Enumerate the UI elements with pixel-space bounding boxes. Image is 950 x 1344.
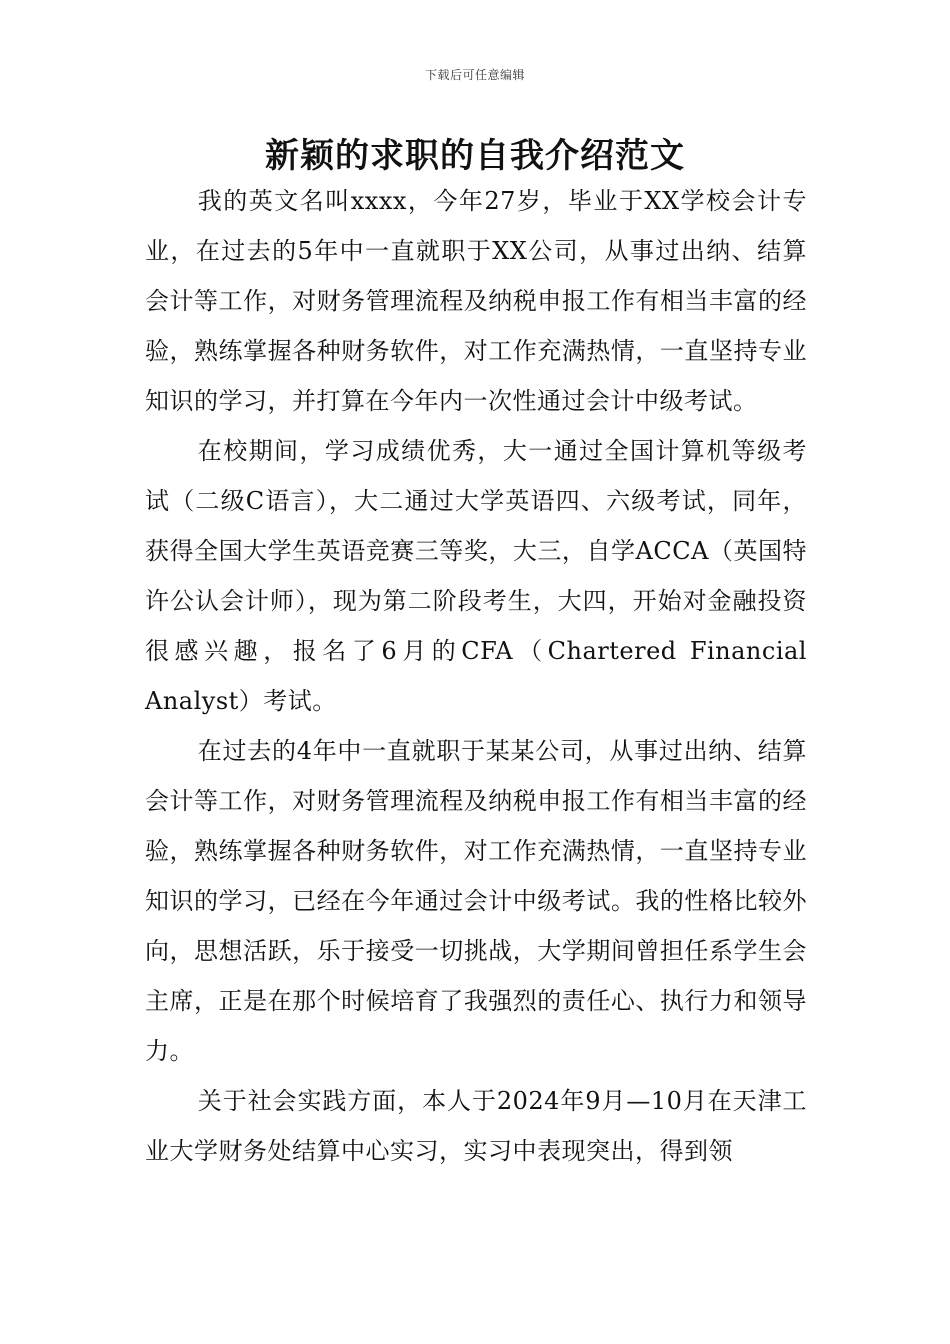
paragraph-education: 在校期间，学习成绩优秀，大一通过全国计算机等级考试（二级C语言），大二通过大学英语四、六级考试，同年，获得全国大学生英语竞赛三等奖，大三，自学ACCA（英国特许公认会计师），现为第二阶段考生，大四，开始对金融投资很感兴趣，报名了6月的CFA（Chartered Financial Analyst）考试。	[145, 437, 807, 715]
header-note: 下载后可任意编辑	[424, 68, 525, 82]
paragraph-social-practice: 关于社会实践方面，本人于2024年9月—10月在天津工业大学财务处结算中心实习，实习中表现突出，得到领	[145, 1087, 807, 1165]
paragraph-work-experience: 在过去的4年中一直就职于某某公司，从事过出纳、结算会计等工作，对财务管理流程及纳税申报工作有相当丰富的经验，熟练掌握各种财务软件，对工作充满热情，一直坚持专业知识的学习，已经在今年通过会计中级考试。我的性格比较外向，思想活跃，乐于接受一切挑战，大学期间曾担任系学生会主席，正是在那个时候培育了我强烈的责任心、执行力和领导力。	[145, 737, 807, 1065]
paragraph-intro: 我的英文名叫xxxx，今年27岁，毕业于XX学校会计专业，在过去的5年中一直就职于XX公司，从事过出纳、结算会计等工作，对财务管理流程及纳税申报工作有相当丰富的经验，熟练掌握各种财务软件，对工作充满热情，一直坚持专业知识的学习，并打算在今年内一次性通过会计中级考试。	[145, 187, 807, 415]
document-title: 新颖的求职的自我介绍范文	[265, 136, 685, 176]
document-body	[145, 176, 807, 1176]
